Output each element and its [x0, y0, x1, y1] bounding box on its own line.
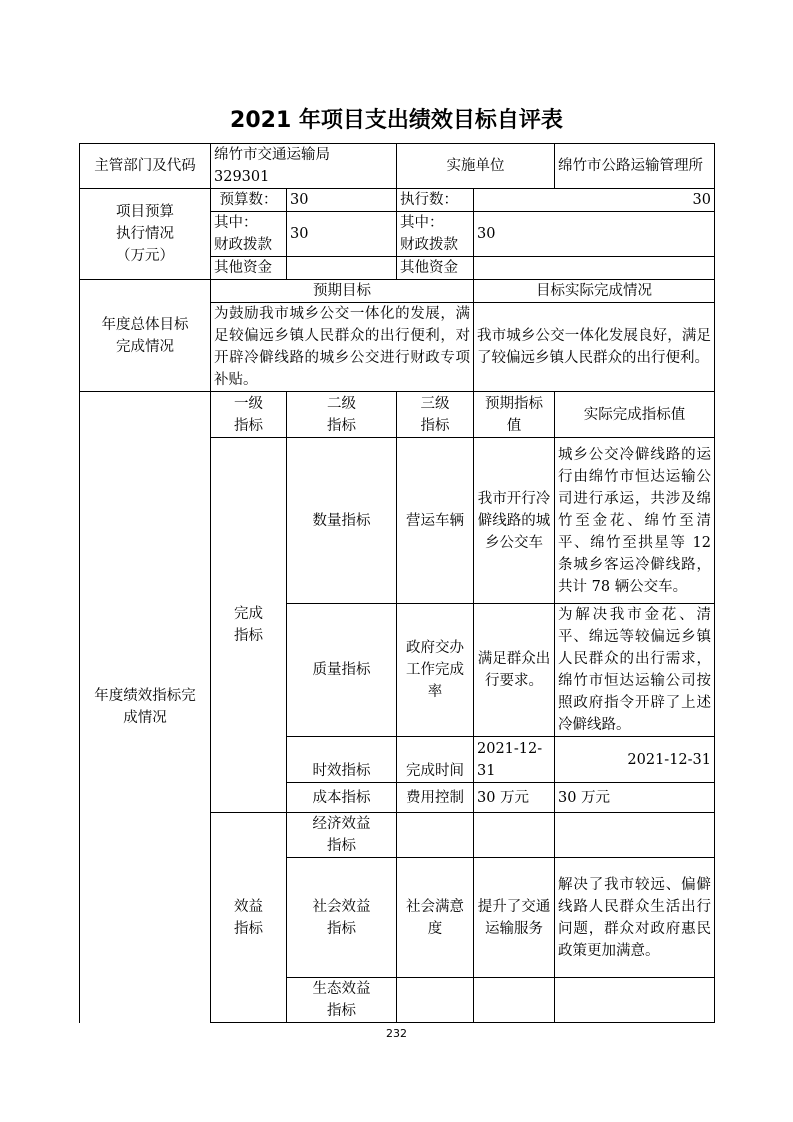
table-row-l2: 成本指标 [287, 783, 397, 813]
fiscal-budget-value: 30 [287, 212, 397, 257]
table-row-l3: 政府交办工作完成率 [397, 604, 474, 737]
table-row-expected: 提升了交通运输服务 [474, 858, 555, 978]
table-row-actual: 2021-12-31 [555, 737, 715, 783]
other-funds-label: 其他资金 [211, 257, 287, 280]
table-row-l3: 社会满意 度 [397, 858, 474, 978]
col-level2: 二级 指标 [287, 392, 397, 438]
other-funds-budget [287, 257, 397, 280]
table-row-actual: 为解决我市金花、清平、绵远等较偏远乡镇人民群众的出行需求，绵竹市恒达运输公司按照政府指令开辟了上述冷僻线路。 [555, 604, 715, 737]
table-row-l2: 时效指标 [287, 737, 397, 783]
other-funds-exec-label: 其他资金 [397, 257, 474, 280]
table-row-actual: 30 万元 [555, 783, 715, 813]
page-number: 232 [386, 1027, 407, 1040]
table-row-actual: 解决了我市较远、偏僻线路人民群众生活出行问题，群众对政府惠民政策更加满意。 [555, 858, 715, 978]
table-row-expected: 我市开行冷僻线路的城乡公交车 [474, 438, 555, 604]
fiscal-exec-value: 30 [474, 212, 715, 257]
col-level3: 三级 指标 [397, 392, 474, 438]
table-row-expected [474, 813, 555, 858]
table-row-l3 [397, 813, 474, 858]
benefit-indicator-label: 效益 指标 [211, 813, 287, 1023]
col-level1: 一级 指标 [211, 392, 287, 438]
table-row-l3: 费用控制 [397, 783, 474, 813]
actual-goal-header: 目标实际完成情况 [474, 280, 715, 303]
completion-indicator-label: 完成 指标 [211, 438, 287, 813]
budget-label: 项目预算 执行情况 （万元） [80, 189, 211, 280]
page-title: 2021 年项目支出绩效目标自评表 [230, 108, 563, 133]
dept-label: 主管部门及代码 [80, 144, 211, 189]
indicators-label: 年度绩效指标完 成情况 [80, 392, 211, 1023]
impl-label: 实施单位 [397, 144, 555, 189]
exec-amount-label: 执行数： [397, 189, 474, 212]
annual-goal-label: 年度总体目标 完成情况 [80, 280, 211, 392]
table-row-l2: 生态效益 指标 [287, 978, 397, 1023]
expected-goal-header: 预期目标 [211, 280, 474, 303]
table-row-actual [555, 813, 715, 858]
exec-amount-value: 30 [474, 189, 715, 212]
table-row-actual [555, 978, 715, 1023]
fiscal-budget-label: 其中： 财政拨款 [211, 212, 287, 257]
dept-value: 绵竹市交通运输局 329301 [211, 144, 397, 189]
table-row-expected: 2021-12-31 [474, 737, 555, 783]
col-expected: 预期指标 值 [474, 392, 555, 438]
table-row-l2: 社会效益 指标 [287, 858, 397, 978]
table-row-expected: 30 万元 [474, 783, 555, 813]
impl-value: 绵竹市公路运输管理所 [555, 144, 715, 189]
table-row-l3 [397, 978, 474, 1023]
fiscal-exec-label: 其中： 财政拨款 [397, 212, 474, 257]
table-row-l3: 完成时间 [397, 737, 474, 783]
actual-goal-text: 我市城乡公交一体化发展良好，满足了较偏远乡镇人民群众的出行便利。 [474, 303, 715, 392]
col-actual: 实际完成指标值 [555, 392, 715, 438]
table-row-expected: 满足群众出行要求。 [474, 604, 555, 737]
budget-amount-value: 30 [287, 189, 397, 212]
table-row-l2: 数量指标 [287, 438, 397, 604]
table-row-actual: 城乡公交冷僻线路的运行由绵竹市恒达运输公司进行承运，共涉及绵竹至金花、绵竹至清平、绵竹至拱星等 12 条城乡客运冷僻线路，共计 78 辆公交车。 [555, 438, 715, 604]
other-funds-exec-value [474, 257, 715, 280]
table-row-l2: 质量指标 [287, 604, 397, 737]
table-row-expected [474, 978, 555, 1023]
expected-goal-text: 为鼓励我市城乡公交一体化的发展，满足较偏远乡镇人民群众的出行便利，对开辟冷僻线路的城乡公交进行财政专项补贴。 [211, 303, 474, 392]
budget-amount-label: 预算数： [211, 189, 287, 212]
table-row-l2: 经济效益 指标 [287, 813, 397, 858]
performance-table [79, 143, 715, 1023]
table-row-l3: 营运车辆 [397, 438, 474, 604]
